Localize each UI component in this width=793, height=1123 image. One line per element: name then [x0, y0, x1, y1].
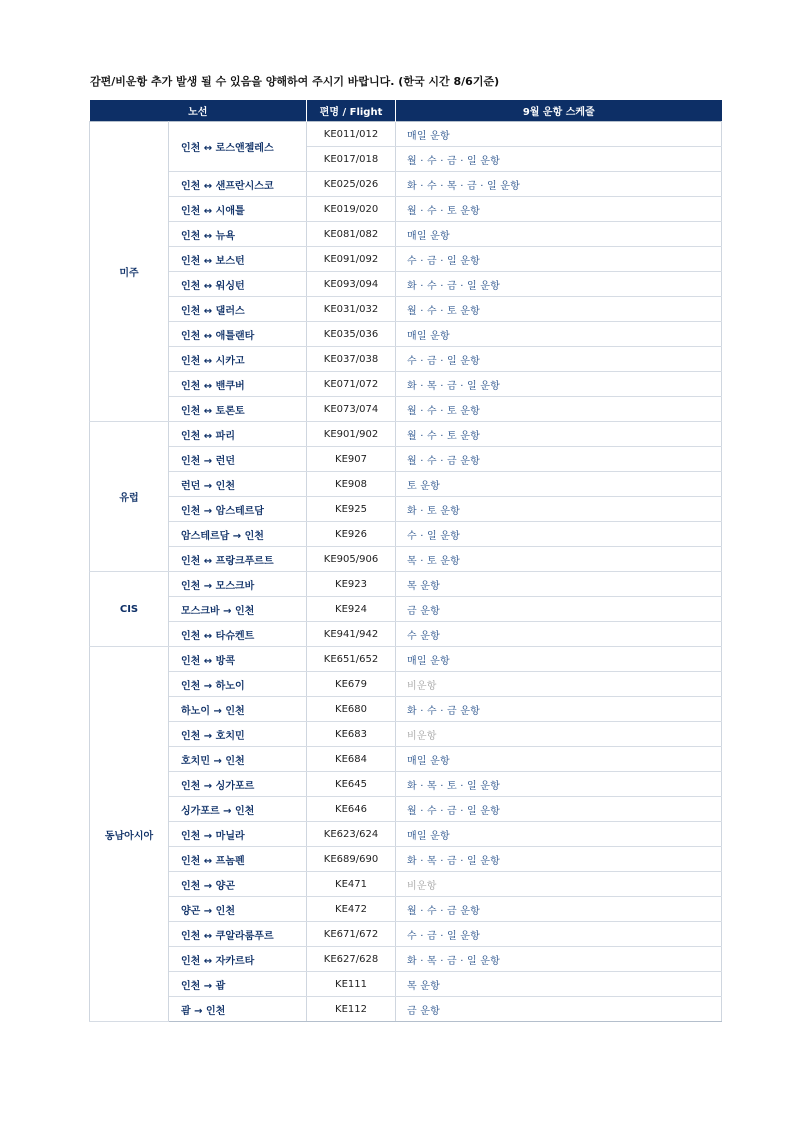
- route-cell: 인천 → 모스크바: [169, 572, 307, 597]
- flight-number-cell: KE472: [307, 897, 396, 922]
- route-cell: 인천 ↔ 로스앤젤레스: [169, 122, 307, 172]
- table-row: [90, 947, 722, 972]
- region-cell: 동남아시아: [90, 647, 169, 1022]
- schedule-cell: 월 · 수 · 금 · 일 운항: [396, 147, 722, 172]
- flight-number-cell: KE651/652: [307, 647, 396, 672]
- schedule-cell: 월 · 수 · 금 운항: [396, 447, 722, 472]
- flight-number-cell: KE926: [307, 522, 396, 547]
- flight-number-cell: KE017/018: [307, 147, 396, 172]
- route-cell: 인천 ↔ 댈러스: [169, 297, 307, 322]
- table-body: [90, 122, 722, 1022]
- table-row: [90, 647, 722, 672]
- flight-number-cell: KE011/012: [307, 122, 396, 147]
- route-cell: 암스테르담 → 인천: [169, 522, 307, 547]
- route-cell: 인천 → 마닐라: [169, 822, 307, 847]
- schedule-cell: 월 · 수 · 금 · 일 운항: [396, 797, 722, 822]
- route-cell: 인천 ↔ 타슈켄트: [169, 622, 307, 647]
- table-row: [90, 922, 722, 947]
- table-row: [90, 272, 722, 297]
- flight-number-cell: KE019/020: [307, 197, 396, 222]
- route-cell: 양곤 → 인천: [169, 897, 307, 922]
- schedule-cell: 화 · 목 · 토 · 일 운항: [396, 772, 722, 797]
- table-row: [90, 572, 722, 597]
- schedule-cell: 수 · 일 운항: [396, 522, 722, 547]
- route-cell: 인천 ↔ 쿠알라룸푸르: [169, 922, 307, 947]
- flight-number-cell: KE112: [307, 997, 396, 1022]
- table-row: [90, 497, 722, 522]
- flight-number-cell: KE071/072: [307, 372, 396, 397]
- route-cell: 인천 ↔ 워싱턴: [169, 272, 307, 297]
- route-cell: 하노이 → 인천: [169, 697, 307, 722]
- schedule-cell: 수 · 금 · 일 운항: [396, 247, 722, 272]
- route-cell: 인천 ↔ 프랑크푸르트: [169, 547, 307, 572]
- schedule-cell: 목 · 토 운항: [396, 547, 722, 572]
- table-row: [90, 472, 722, 497]
- flight-number-cell: KE471: [307, 872, 396, 897]
- table-row: [90, 397, 722, 422]
- flight-number-cell: KE035/036: [307, 322, 396, 347]
- schedule-cell: 토 운항: [396, 472, 722, 497]
- route-cell: 인천 ↔ 파리: [169, 422, 307, 447]
- table-row: [90, 972, 722, 997]
- schedule-cell: 화 · 수 · 금 · 일 운항: [396, 272, 722, 297]
- schedule-cell: 비운항: [396, 722, 722, 747]
- schedule-cell: 비운항: [396, 672, 722, 697]
- route-cell: 인천 → 런던: [169, 447, 307, 472]
- table-header-row: [90, 100, 722, 122]
- flight-number-cell: KE924: [307, 597, 396, 622]
- route-cell: 모스크바 → 인천: [169, 597, 307, 622]
- schedule-cell: 금 운항: [396, 597, 722, 622]
- flight-number-cell: KE091/092: [307, 247, 396, 272]
- route-cell: 인천 ↔ 애틀랜타: [169, 322, 307, 347]
- flight-number-cell: KE646: [307, 797, 396, 822]
- table-row: [90, 847, 722, 872]
- route-cell: 호치민 → 인천: [169, 747, 307, 772]
- schedule-cell: 목 운항: [396, 972, 722, 997]
- flight-number-cell: KE925: [307, 497, 396, 522]
- region-cell: 미주: [90, 122, 169, 422]
- schedule-cell: 월 · 수 · 토 운항: [396, 297, 722, 322]
- schedule-cell: 매일 운항: [396, 747, 722, 772]
- schedule-cell: 월 · 수 · 토 운항: [396, 422, 722, 447]
- table-row: [90, 322, 722, 347]
- table-row: [90, 522, 722, 547]
- schedule-cell: 매일 운항: [396, 647, 722, 672]
- schedule-cell: 월 · 수 · 토 운항: [396, 197, 722, 222]
- table-row: [90, 247, 722, 272]
- schedule-cell: 월 · 수 · 금 운항: [396, 897, 722, 922]
- schedule-cell: 월 · 수 · 토 운항: [396, 397, 722, 422]
- table-row: [90, 372, 722, 397]
- table-row: [90, 347, 722, 372]
- flight-number-cell: KE081/082: [307, 222, 396, 247]
- flight-number-cell: KE905/906: [307, 547, 396, 572]
- flight-number-cell: KE111: [307, 972, 396, 997]
- flight-number-cell: KE031/032: [307, 297, 396, 322]
- table-row: [90, 897, 722, 922]
- route-cell: 괌 → 인천: [169, 997, 307, 1022]
- flight-number-cell: KE689/690: [307, 847, 396, 872]
- table-row: [90, 622, 722, 647]
- table-row: [90, 297, 722, 322]
- flight-number-cell: KE037/038: [307, 347, 396, 372]
- flight-number-cell: KE073/074: [307, 397, 396, 422]
- route-cell: 인천 ↔ 밴쿠버: [169, 372, 307, 397]
- table-row: [90, 422, 722, 447]
- flight-number-cell: KE923: [307, 572, 396, 597]
- notice-text: 감편/비운항 추가 발생 될 수 있음을 양해하여 주시기 바랍니다. (한국 시간 8/6기준): [90, 75, 500, 88]
- route-cell: 인천 → 암스테르담: [169, 497, 307, 522]
- table-row: [90, 547, 722, 572]
- schedule-cell: 매일 운항: [396, 322, 722, 347]
- table-row: [90, 122, 722, 147]
- region-cell: 유럽: [90, 422, 169, 572]
- schedule-cell: 화 · 목 · 금 · 일 운항: [396, 847, 722, 872]
- region-cell: CIS: [90, 572, 169, 647]
- header-route: 노선: [90, 100, 307, 122]
- route-cell: 인천 → 하노이: [169, 672, 307, 697]
- route-cell: 인천 → 양곤: [169, 872, 307, 897]
- route-cell: 런던 → 인천: [169, 472, 307, 497]
- schedule-cell: 비운항: [396, 872, 722, 897]
- schedule-cell: 매일 운항: [396, 222, 722, 247]
- flight-number-cell: KE680: [307, 697, 396, 722]
- flight-number-cell: KE941/942: [307, 622, 396, 647]
- route-cell: 인천 → 싱가포르: [169, 772, 307, 797]
- table-row: [90, 872, 722, 897]
- flight-number-cell: KE907: [307, 447, 396, 472]
- table-row: [90, 197, 722, 222]
- header-schedule: 9월 운항 스케줄: [396, 100, 722, 122]
- table-row: [90, 222, 722, 247]
- flight-number-cell: KE025/026: [307, 172, 396, 197]
- route-cell: 인천 → 괌: [169, 972, 307, 997]
- header-flight: 편명 / Flight: [307, 100, 396, 122]
- route-cell: 인천 ↔ 샌프란시스코: [169, 172, 307, 197]
- schedule-cell: 수 운항: [396, 622, 722, 647]
- schedule-cell: 화 · 수 · 금 운항: [396, 697, 722, 722]
- schedule-cell: 매일 운항: [396, 822, 722, 847]
- route-cell: 인천 ↔ 시카고: [169, 347, 307, 372]
- table-row: [90, 747, 722, 772]
- table-row: [90, 597, 722, 622]
- table-row: [90, 697, 722, 722]
- route-cell: 인천 ↔ 시애틀: [169, 197, 307, 222]
- table-row: [90, 172, 722, 197]
- table-row: [90, 822, 722, 847]
- flight-number-cell: KE623/624: [307, 822, 396, 847]
- route-cell: 인천 ↔ 자카르타: [169, 947, 307, 972]
- schedule-cell: 목 운항: [396, 572, 722, 597]
- table-row: [90, 772, 722, 797]
- flight-number-cell: KE683: [307, 722, 396, 747]
- schedule-cell: 화 · 토 운항: [396, 497, 722, 522]
- route-cell: 인천 ↔ 토론토: [169, 397, 307, 422]
- schedule-cell: 매일 운항: [396, 122, 722, 147]
- schedule-cell: 수 · 금 · 일 운항: [396, 922, 722, 947]
- flight-number-cell: KE627/628: [307, 947, 396, 972]
- table-row: [90, 722, 722, 747]
- table-row: [90, 997, 722, 1022]
- schedule-cell: 화 · 목 · 금 · 일 운항: [396, 372, 722, 397]
- route-cell: 인천 ↔ 방콕: [169, 647, 307, 672]
- table-row: [90, 797, 722, 822]
- table-row: [90, 447, 722, 472]
- schedule-cell: 화 · 수 · 목 · 금 · 일 운항: [396, 172, 722, 197]
- flight-schedule-table: [89, 100, 722, 1022]
- flight-number-cell: KE645: [307, 772, 396, 797]
- flight-number-cell: KE679: [307, 672, 396, 697]
- route-cell: 싱가포르 → 인천: [169, 797, 307, 822]
- schedule-cell: 수 · 금 · 일 운항: [396, 347, 722, 372]
- route-cell: 인천 ↔ 프놈펜: [169, 847, 307, 872]
- route-cell: 인천 → 호치민: [169, 722, 307, 747]
- flight-number-cell: KE093/094: [307, 272, 396, 297]
- table-row: [90, 672, 722, 697]
- route-cell: 인천 ↔ 뉴욕: [169, 222, 307, 247]
- schedule-cell: 화 · 목 · 금 · 일 운항: [396, 947, 722, 972]
- route-cell: 인천 ↔ 보스턴: [169, 247, 307, 272]
- flight-number-cell: KE901/902: [307, 422, 396, 447]
- flight-number-cell: KE671/672: [307, 922, 396, 947]
- flight-number-cell: KE908: [307, 472, 396, 497]
- schedule-cell: 금 운항: [396, 997, 722, 1022]
- flight-number-cell: KE684: [307, 747, 396, 772]
